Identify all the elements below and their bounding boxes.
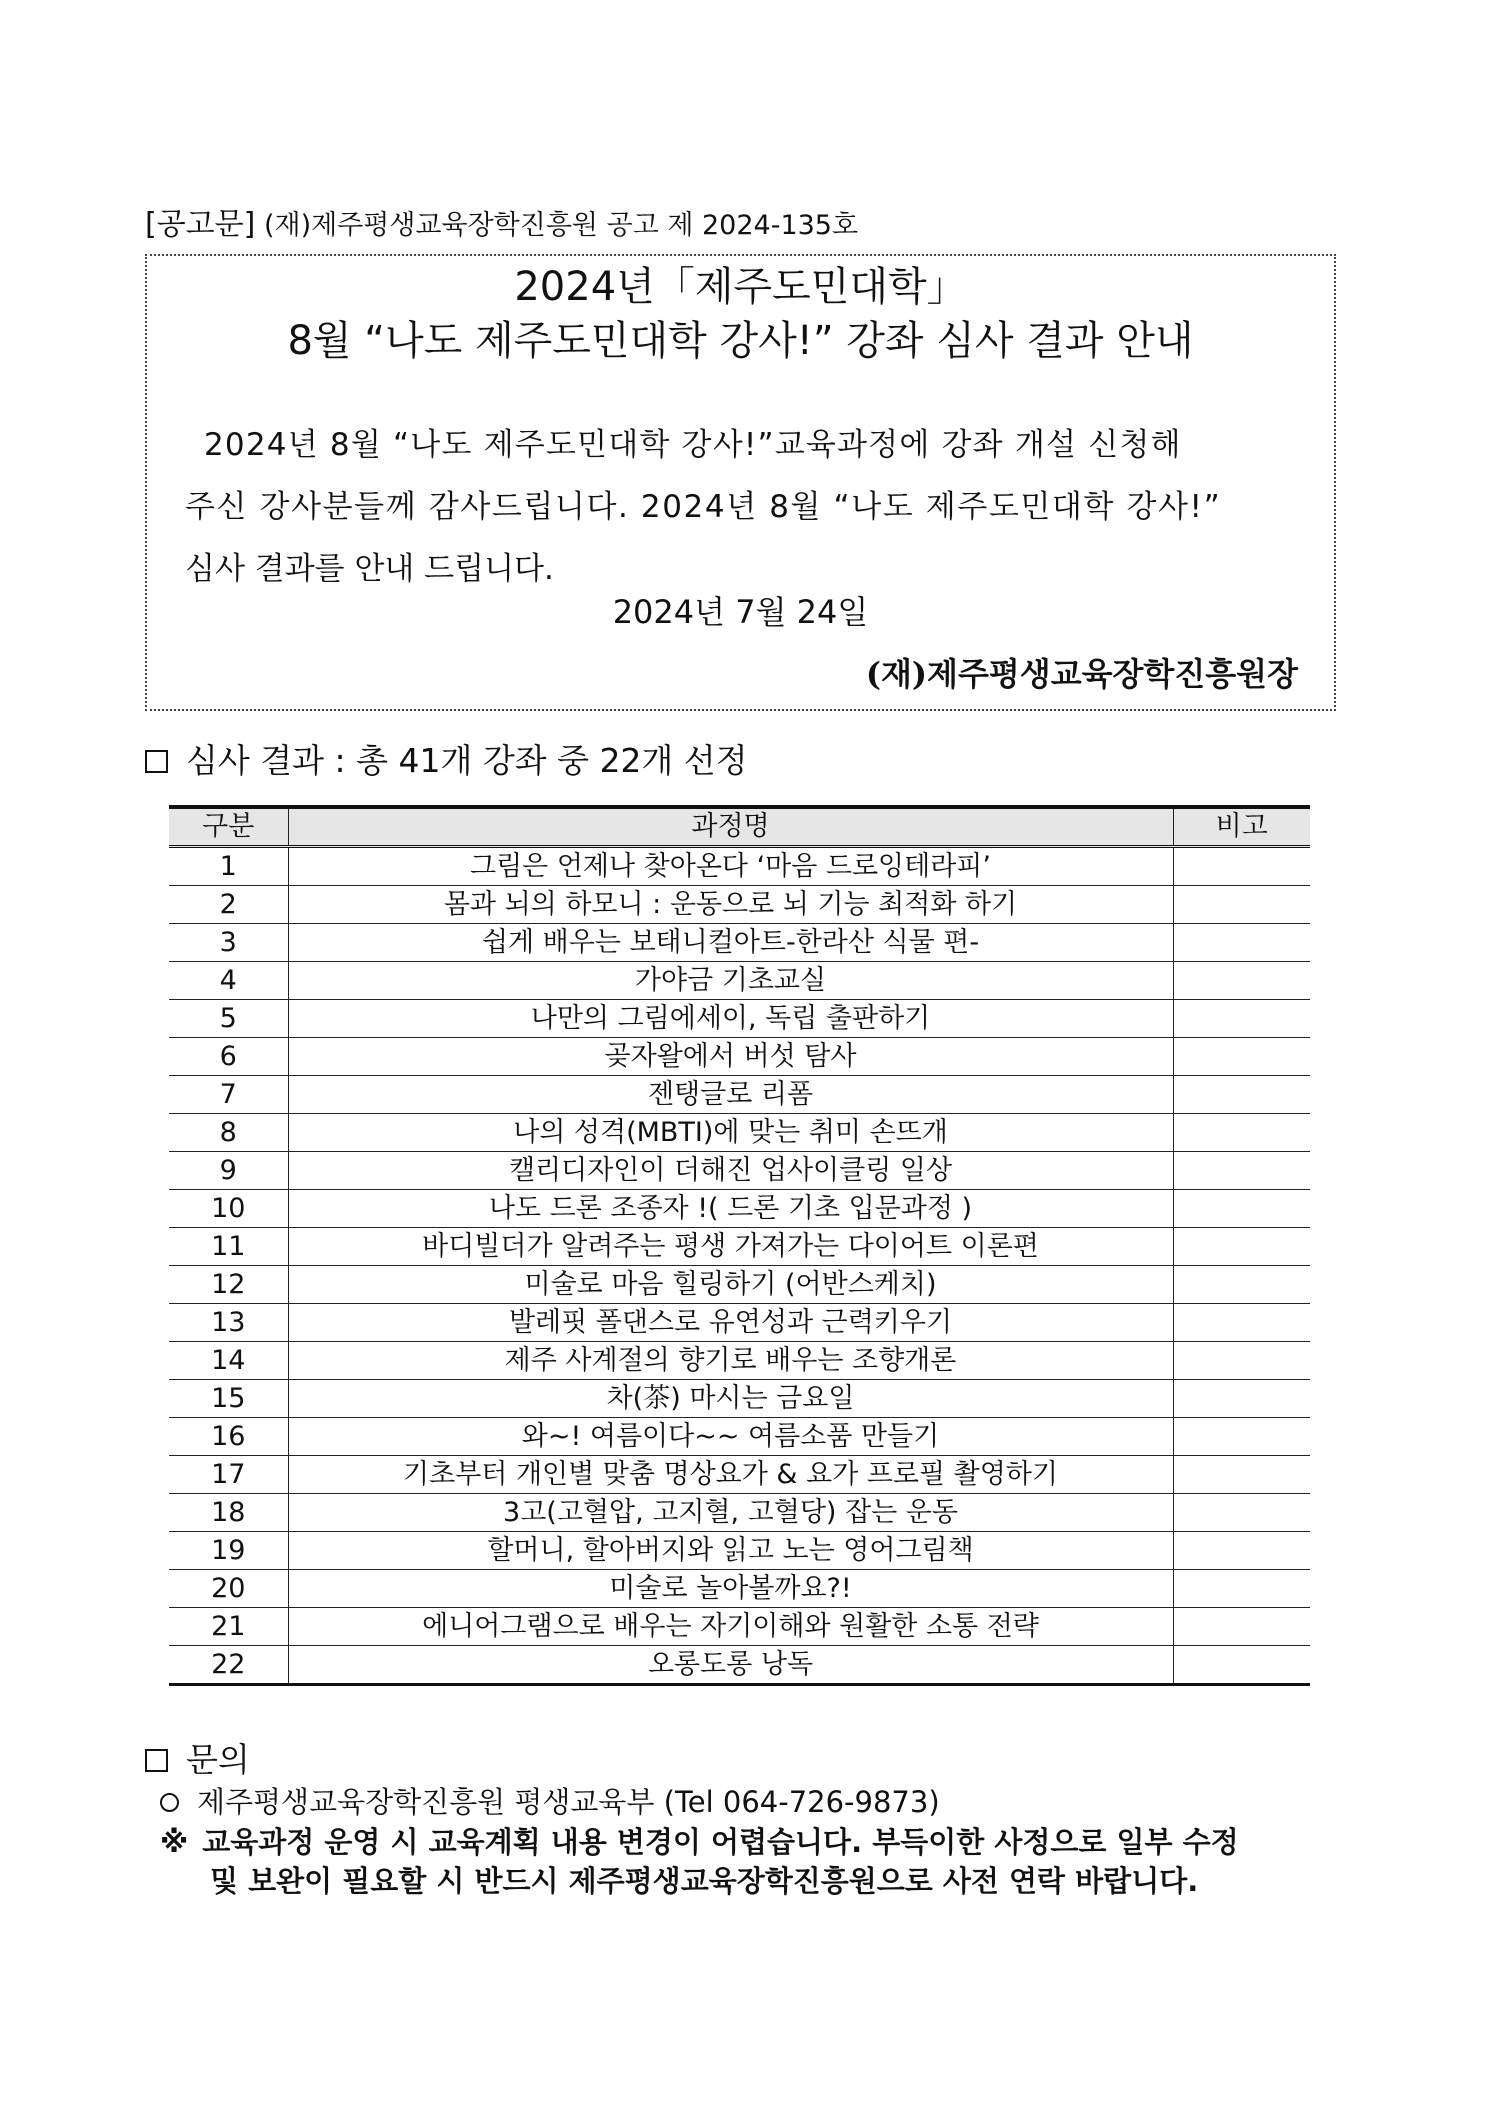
- course-name: 나의 성격(MBTI)에 맞는 취미 손뜨개: [288, 1114, 1173, 1152]
- inquiry-heading: [145, 1740, 250, 1780]
- table-row: [169, 1342, 1310, 1380]
- table-row: [169, 1228, 1310, 1266]
- notice-header: [145, 208, 858, 243]
- row-note: [1173, 1228, 1310, 1266]
- results-heading-text: 심사 결과 : 총 41개 강좌 중 22개 선정: [186, 741, 748, 780]
- row-number: 10: [169, 1190, 288, 1228]
- row-number: 20: [169, 1570, 288, 1608]
- course-name: 제주 사계절의 향기로 배우는 조향개론: [288, 1342, 1173, 1380]
- course-name: 차(茶) 마시는 금요일: [288, 1380, 1173, 1418]
- notice-title-line2: 8월 “나도 제주도민대학 강사!” 강좌 심사 결과 안내: [287, 318, 1194, 364]
- table-row: [169, 1608, 1310, 1646]
- notice-label: [공고문]: [145, 207, 256, 242]
- course-name: 캘리디자인이 더해진 업사이클링 일상: [288, 1152, 1173, 1190]
- row-number: 16: [169, 1418, 288, 1456]
- row-note: [1173, 886, 1310, 924]
- row-note: [1173, 1494, 1310, 1532]
- course-name: 기초부터 개인별 맞춤 명상요가 & 요가 프로필 촬영하기: [288, 1456, 1173, 1494]
- course-name: 나도 드론 조종자 !( 드론 기초 입문과정 ): [288, 1190, 1173, 1228]
- course-name: 젠탱글로 리폼: [288, 1076, 1173, 1114]
- notice-box: [145, 254, 1336, 711]
- course-name: 3고(고혈압, 고지혈, 고혈당) 잡는 운동: [288, 1494, 1173, 1532]
- inquiry-note-line: 교육과정 운영 시 교육계획 내용 변경이 어렵습니다. 부득이한 사정으로 일부 수정: [202, 1825, 1239, 1859]
- row-number: 1: [169, 847, 288, 886]
- table-row: [169, 962, 1310, 1000]
- row-number: 19: [169, 1532, 288, 1570]
- row-number: 8: [169, 1114, 288, 1152]
- row-note: [1173, 1152, 1310, 1190]
- notice-body-line: 심사 결과를 안내 드립니다.: [185, 551, 554, 587]
- course-name: 발레핏 폴댄스로 유연성과 근력키우기: [288, 1304, 1173, 1342]
- row-note: [1173, 1266, 1310, 1304]
- column-header-note: 비고: [1173, 807, 1310, 847]
- notice-body: [185, 414, 1300, 600]
- row-number: 5: [169, 1000, 288, 1038]
- table-row: [169, 1152, 1310, 1190]
- table-row: [169, 1494, 1310, 1532]
- results-table: [169, 805, 1310, 1686]
- row-note: [1173, 1418, 1310, 1456]
- row-note: [1173, 1114, 1310, 1152]
- row-number: 7: [169, 1076, 288, 1114]
- circle-bullet-icon: [160, 1793, 179, 1812]
- table-row: [169, 886, 1310, 924]
- course-name: 에니어그램으로 배우는 자기이해와 원활한 소통 전략: [288, 1608, 1173, 1646]
- table-row: [169, 1114, 1310, 1152]
- row-note: [1173, 1608, 1310, 1646]
- table-row: [169, 847, 1310, 886]
- row-number: 2: [169, 886, 288, 924]
- table-row: [169, 1380, 1310, 1418]
- row-note: [1173, 1076, 1310, 1114]
- row-number: 21: [169, 1608, 288, 1646]
- row-note: [1173, 1570, 1310, 1608]
- row-number: 13: [169, 1304, 288, 1342]
- row-note: [1173, 1190, 1310, 1228]
- row-number: 22: [169, 1646, 288, 1685]
- table-row: [169, 1038, 1310, 1076]
- column-header-no: 구분: [169, 807, 288, 847]
- results-table-body: [169, 847, 1310, 1685]
- results-heading: [145, 741, 748, 781]
- notice-body-line: 2024년 8월 “나도 제주도민대학 강사!”교육과정에 강좌 개설 신청해: [204, 427, 1182, 463]
- row-note: [1173, 1304, 1310, 1342]
- row-note: [1173, 847, 1310, 886]
- checkbox-square-icon: [145, 1749, 168, 1772]
- inquiry-note: [160, 1823, 1340, 1901]
- course-name: 바디빌더가 알려주는 평생 가져가는 다이어트 이론편: [288, 1228, 1173, 1266]
- table-row: [169, 1532, 1310, 1570]
- row-note: [1173, 924, 1310, 962]
- row-number: 12: [169, 1266, 288, 1304]
- course-name: 곶자왈에서 버섯 탐사: [288, 1038, 1173, 1076]
- notice-date: 2024년 7월 24일: [612, 593, 869, 631]
- course-name: 가야금 기초교실: [288, 962, 1173, 1000]
- notice-title-line1: 2024년「제주도민대학」: [514, 264, 967, 310]
- row-number: 9: [169, 1152, 288, 1190]
- table-row: [169, 1190, 1310, 1228]
- row-number: 14: [169, 1342, 288, 1380]
- row-note: [1173, 1000, 1310, 1038]
- inquiry-heading-text: 문의: [186, 1740, 250, 1779]
- notice-body-line: 주신 강사분들께 감사드립니다. 2024년 8월 “나도 제주도민대학 강사!”: [185, 489, 1222, 525]
- checkbox-square-icon: [145, 750, 168, 773]
- table-row: [169, 1304, 1310, 1342]
- course-name: 나만의 그림에세이, 독립 출판하기: [288, 1000, 1173, 1038]
- row-number: 11: [169, 1228, 288, 1266]
- row-number: 15: [169, 1380, 288, 1418]
- table-row: [169, 1076, 1310, 1114]
- table-row: [169, 1570, 1310, 1608]
- row-number: 4: [169, 962, 288, 1000]
- table-row: [169, 1418, 1310, 1456]
- course-name: 할머니, 할아버지와 읽고 노는 영어그림책: [288, 1532, 1173, 1570]
- course-name: 와~! 여름이다~~ 여름소품 만들기: [288, 1418, 1173, 1456]
- row-note: [1173, 1456, 1310, 1494]
- table-row: [169, 1456, 1310, 1494]
- inquiry-contact: [160, 1783, 940, 1821]
- inquiry-contact-text: 제주평생교육장학진흥원 평생교육부 (Tel 064-726-9873): [197, 1785, 940, 1819]
- table-row: [169, 1266, 1310, 1304]
- table-row: [169, 924, 1310, 962]
- row-number: 3: [169, 924, 288, 962]
- course-name: 몸과 뇌의 하모니 : 운동으로 뇌 기능 최적화 하기: [288, 886, 1173, 924]
- course-name: 쉽게 배우는 보태니컬아트-한라산 식물 편-: [288, 924, 1173, 962]
- course-name: 미술로 마음 힐링하기 (어반스케치): [288, 1266, 1173, 1304]
- row-note: [1173, 962, 1310, 1000]
- row-note: [1173, 1038, 1310, 1076]
- course-name: 미술로 놀아볼까요?!: [288, 1570, 1173, 1608]
- row-note: [1173, 1532, 1310, 1570]
- table-row: [169, 1000, 1310, 1038]
- row-note: [1173, 1646, 1310, 1685]
- inquiry-note-line: 및 보완이 필요할 시 반드시 제주평생교육장학진흥원으로 사전 연락 바랍니다.: [210, 1864, 1199, 1898]
- notice-signer: (재)제주평생교육장학진흥원장: [865, 655, 1298, 693]
- course-name: 그림은 언제나 찾아온다 ‘마음 드로잉테라피’: [288, 847, 1173, 886]
- reference-mark-icon: ※: [160, 1825, 189, 1859]
- row-number: 17: [169, 1456, 288, 1494]
- row-number: 18: [169, 1494, 288, 1532]
- row-note: [1173, 1342, 1310, 1380]
- notice-number: (재)제주평생교육장학진흥원 공고 제 2024-135호: [263, 210, 859, 241]
- row-number: 6: [169, 1038, 288, 1076]
- course-name: 오롱도롱 낭독: [288, 1646, 1173, 1685]
- table-header-row: [169, 807, 1310, 847]
- column-header-course: 과정명: [288, 807, 1173, 847]
- row-note: [1173, 1380, 1310, 1418]
- table-row: [169, 1646, 1310, 1685]
